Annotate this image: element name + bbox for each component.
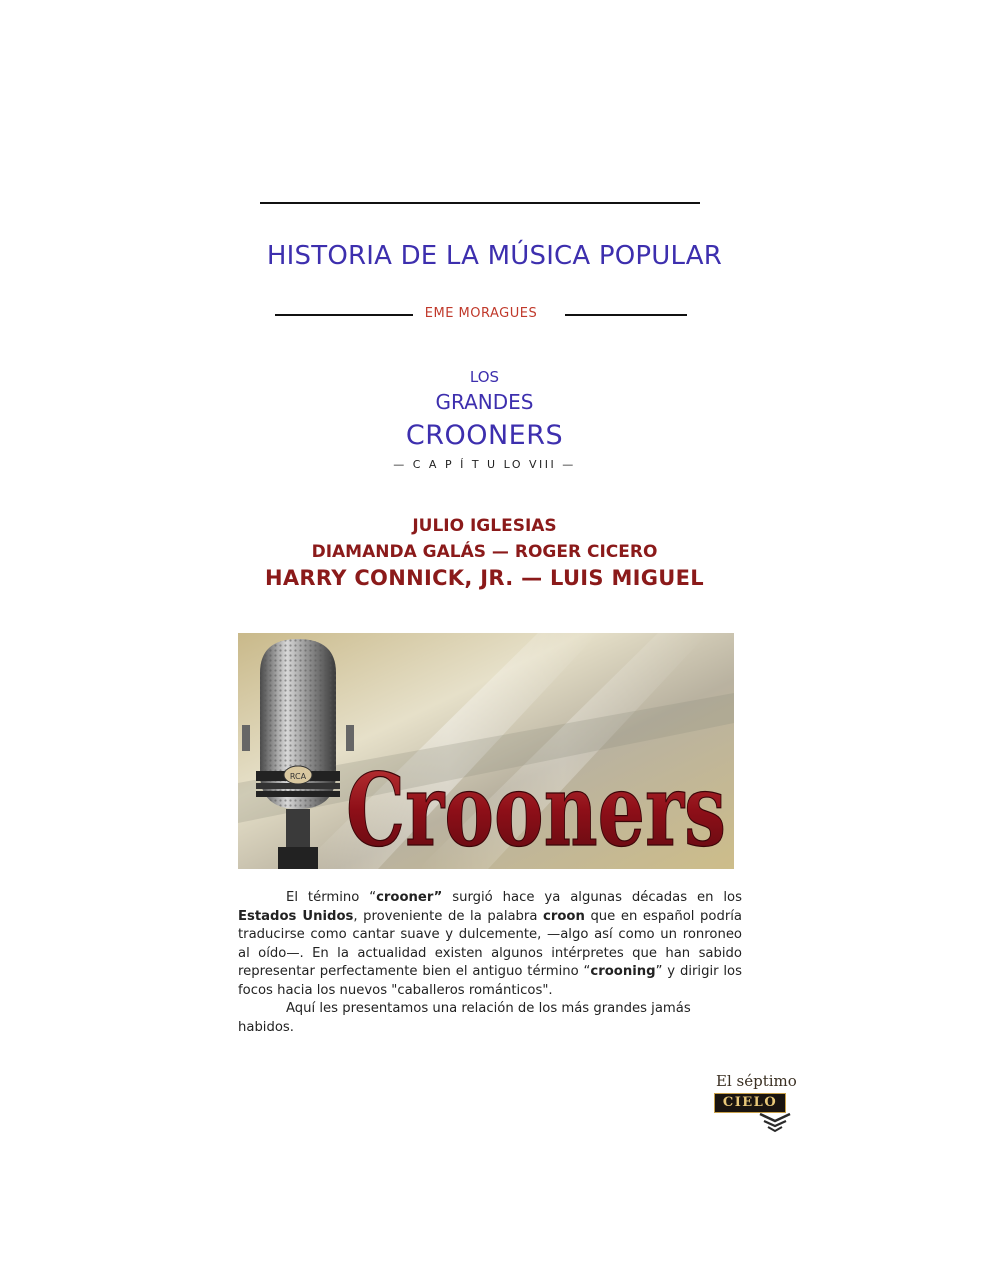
title-line-los: LOS: [469, 368, 500, 386]
artists-line-1: JULIO IGLESIAS: [412, 516, 557, 536]
el-septimo-cielo-logo: [712, 1072, 802, 1134]
rca-badge: RCA: [289, 772, 307, 781]
crooners-wordmark: Crooners: [346, 751, 726, 869]
chapter-label: — C A P Í T U LO VIII —: [393, 458, 576, 471]
intro-text: [238, 889, 742, 1037]
logo-chevrons-icon: [758, 1112, 792, 1134]
logo-box-text: CIELO: [714, 1093, 786, 1113]
logo-top-text: El séptimo: [716, 1072, 797, 1090]
top-divider: [260, 202, 700, 204]
author-row: [275, 305, 687, 325]
title-line-grandes: GRANDES: [435, 390, 534, 414]
title-line-crooners: CROONERS: [405, 420, 564, 451]
intro-paragraph-2: Aquí les presentamos una relación de los más grandes jamás habidos.: [238, 1001, 691, 1035]
artists-line-2: DIAMANDA GALÁS — ROGER CICERO: [311, 542, 658, 562]
author-name-wrap: [275, 306, 687, 321]
intro-paragraph-1: El término “crooner” surgió hace ya algunas décadas en los Estados Unidos, proveniente de la palabra croon que en español podría traducirse como cantar suave y dulcemente, —algo así como un ronroneo al oído—. En la actualidad existen algunos intérpretes que han sabido representar perfectamente bien el antiguo término “crooning” y dirigir los focos hacia los nuevos "caballeros románticos".: [238, 890, 742, 998]
artists-line-3: HARRY CONNICK, JR. — LUIS MIGUEL: [265, 566, 704, 590]
series-title: HISTORIA DE LA MÚSICA POPULAR: [266, 241, 723, 271]
crooners-hero-image: [238, 633, 734, 869]
microphone-illustration: [238, 633, 734, 869]
author-name: EME MORAGUES: [421, 306, 541, 321]
